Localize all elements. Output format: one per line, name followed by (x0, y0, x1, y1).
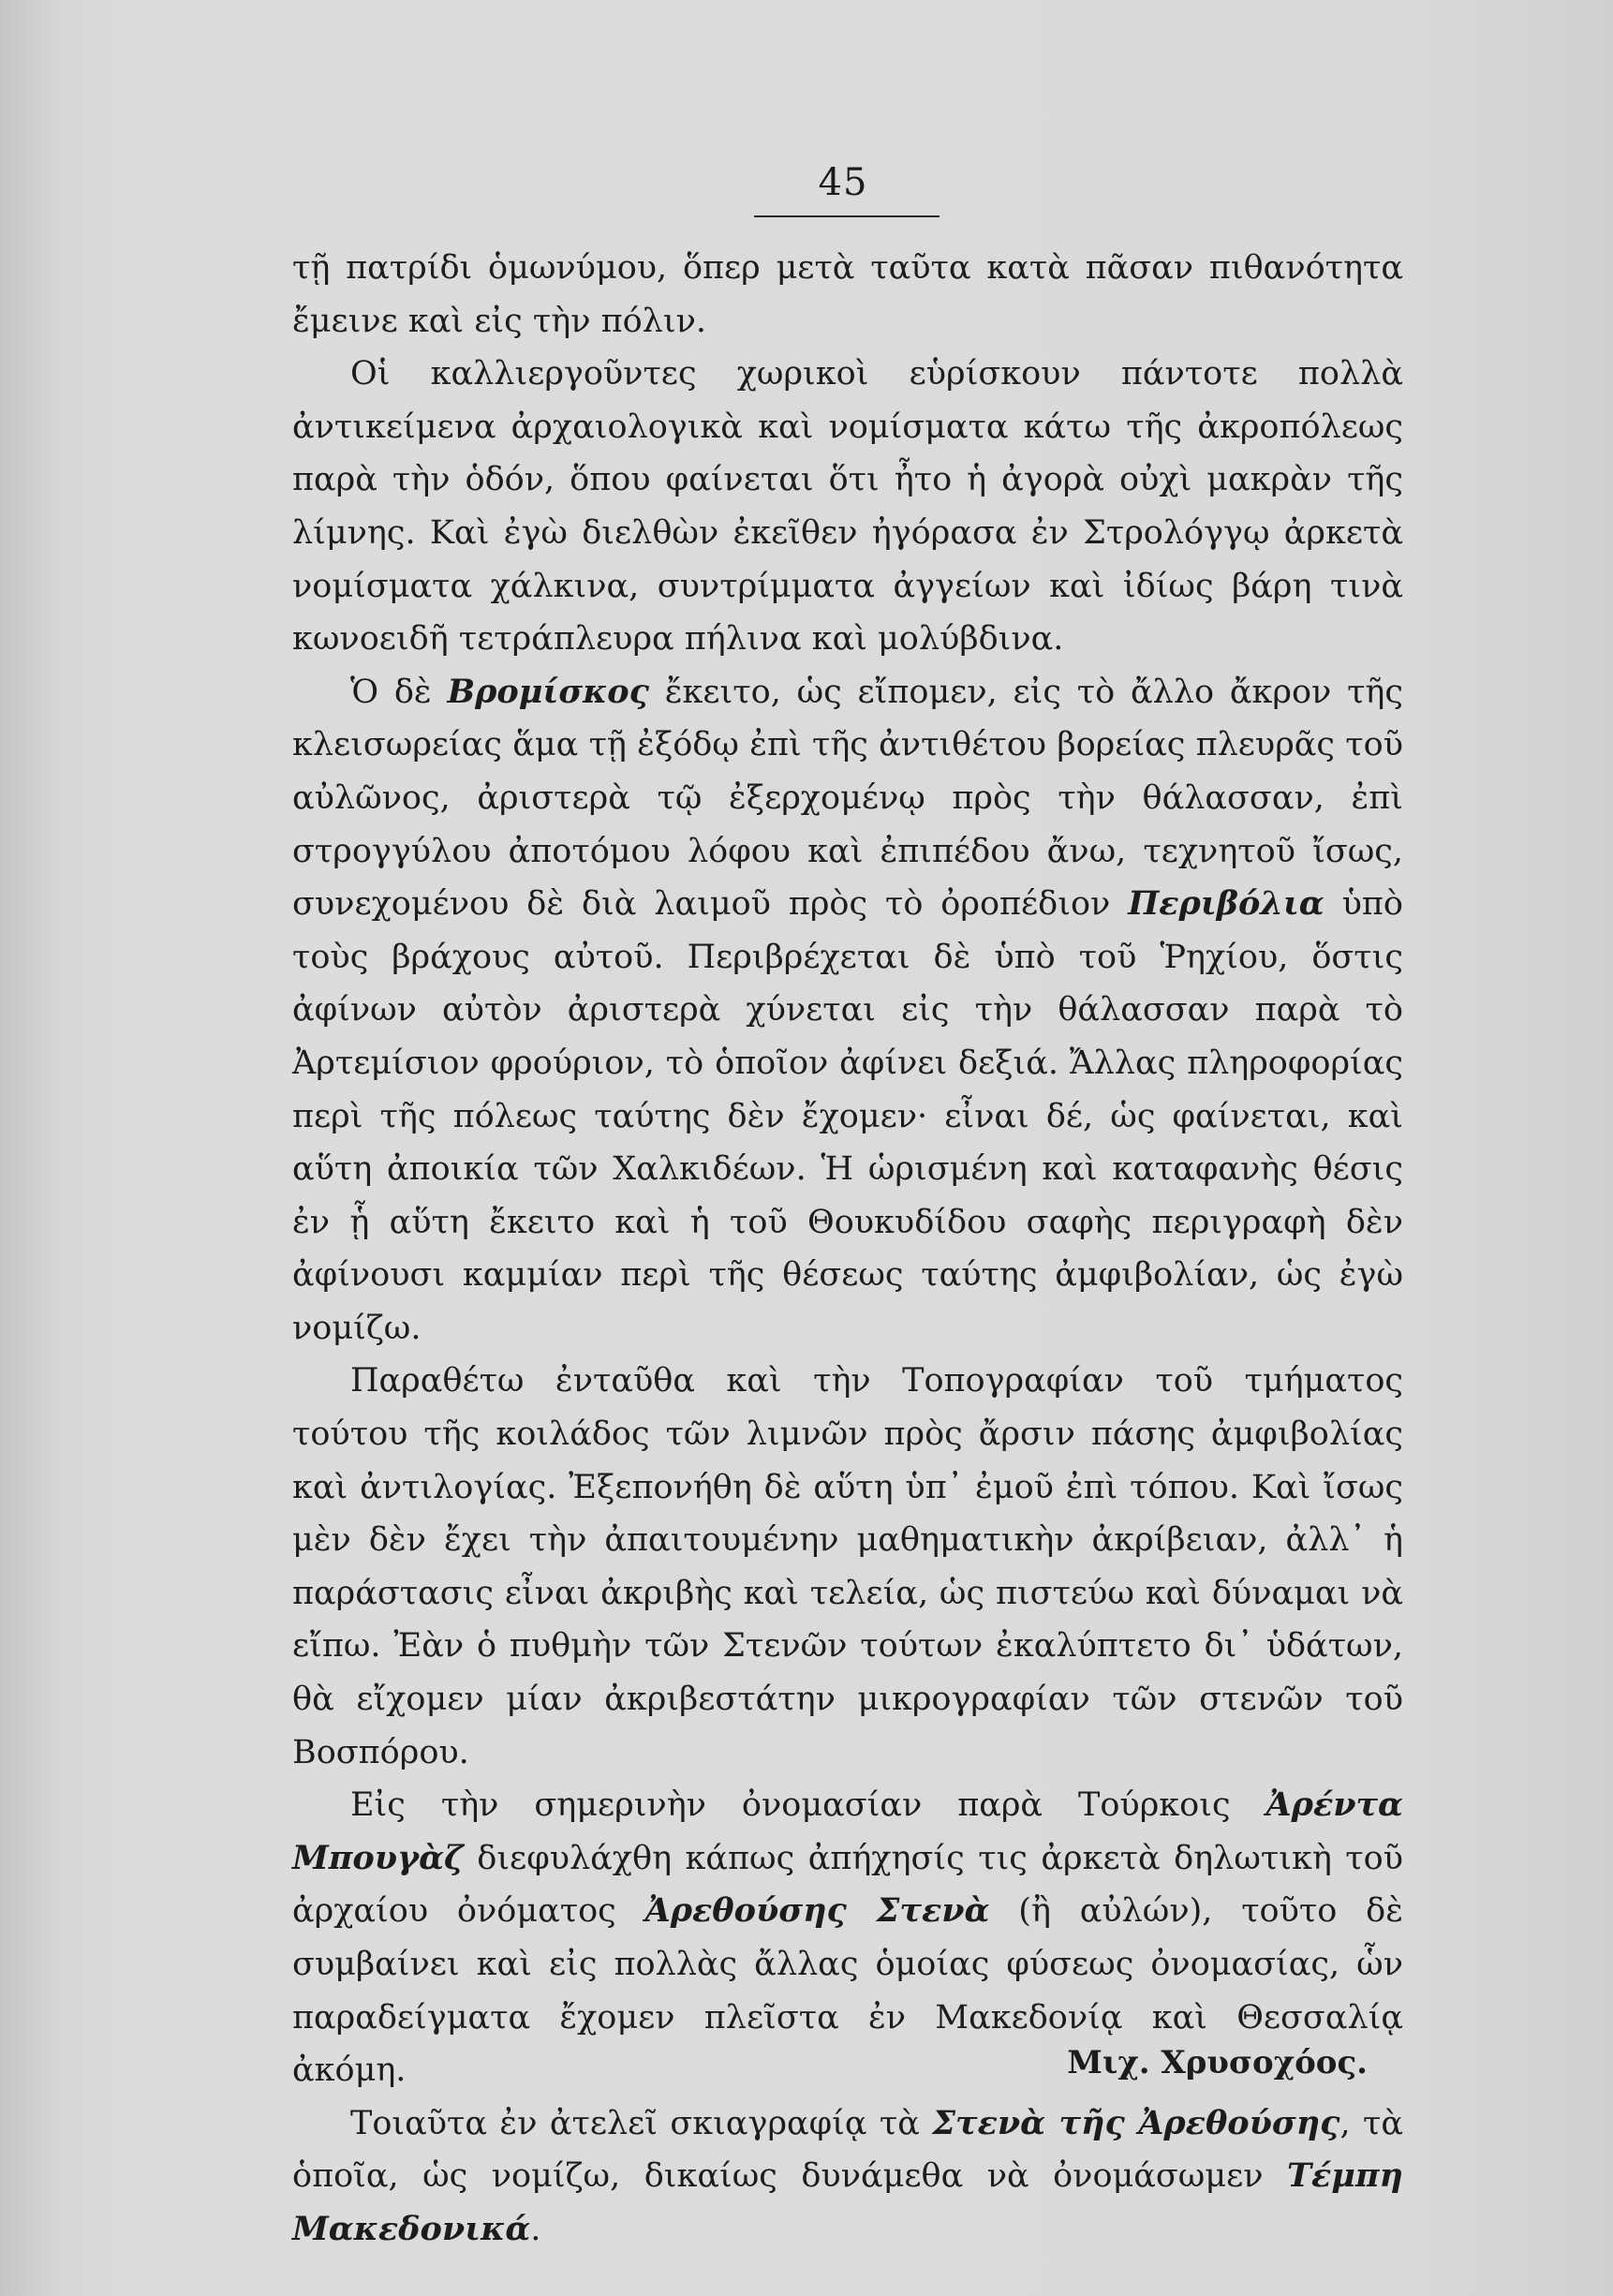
text-segment: διεφυλάχθη κάπως ἀπήχησίς τις ἀρκετὰ δηλωτικὴ τοῦ ἀρχαίου ὀνόματος (292, 1839, 1403, 1931)
text-segment: Τοιαῦτα ἐν ἀτελεῖ σκιαγραφίᾳ τὰ (350, 2104, 933, 2142)
italic-name: Στενὰ τῆς Ἀρεθούσης (932, 2103, 1340, 2142)
paragraph (292, 2097, 1403, 2257)
text-segment: τῇ πατρίδι ὁμωνύμου, ὅπερ μετὰ ταῦτα κατὰ πᾶσαν πιθανότητα ἔμεινε καὶ εἰς τὴν πόλιν. (292, 249, 1403, 340)
page-number: 45 (818, 161, 868, 204)
page-number-rule (754, 215, 940, 217)
italic-name: Περιβόλια (1128, 884, 1324, 924)
italic-name: Βρομίσκος (447, 672, 649, 711)
paragraph (292, 1355, 1403, 1779)
text-segment: ὑπὸ τοὺς βράχους αὐτοῦ. Περιβρέχεται δὲ ὑπὸ τοῦ Ῥηχίου, ὅστις ἀφίνων αὐτὸν ἀριστερὰ χύνεται εἰς τὴν θάλασσαν παρὰ τὸ Ἀρτεμίσιον φρούριον, τὸ ὁποῖον ἀφίνει δεξιά. Ἄλλας πληροφορίας περὶ τῆς πόλεως ταύτης δὲν ἔχομεν· εἶναι δέ, ὡς φαίνεται, καὶ αὕτη ἀποικία τῶν Χαλκιδέων. Ἡ ὡρισμένη καὶ καταφανὴς θέσις ἐν ᾗ αὕτη ἔκειτο καὶ ἡ τοῦ Θουκυδίδου σαφὴς περιγραφὴ δὲν ἀφίνουσι καμμίαν περὶ τῆς θέσεως ταύτης ἀμφιβολίαν, ὡς ἐγὼ νομίζω. (292, 885, 1403, 1347)
text-segment: Ὁ δὲ (350, 673, 448, 711)
text-segment: Οἱ καλλιεργοῦντες χωρικοὶ εὑρίσκουν πάντοτε πολλὰ ἀντικείμενα ἀρχαιολογικὰ καὶ νομίσματα κάτω τῆς ἀκροπόλεως παρὰ τὴν ὁδόν, ὅπου φαίνεται ὅτι ἦτο ἡ ἀγορὰ οὐχὶ μακρὰν τῆς λίμνης. Καὶ ἐγὼ διελθὼν ἐκεῖθεν ἠγόρασα ἐν Στρολόγγῳ ἀρκετὰ νομίσματα χάλκινα, συντρίμματα ἀγγείων καὶ ἰδίως βάρη τινὰ κωνοειδῆ τετράπλευρα πήλινα καὶ μολύβδινα. (292, 355, 1403, 659)
paragraph (292, 666, 1403, 1355)
italic-name: Τέμπη Μακεδονικά (292, 2156, 1403, 2248)
text-segment: Εἰς τὴν σημερινὴν ὀνομασίαν παρὰ Τούρκοις (350, 1786, 1266, 1825)
text-segment: ἔκειτο, ὡς εἴπομεν, εἰς τὸ ἄλλο ἄκρον τῆς κλεισωρείας ἅμα τῇ ἐξόδῳ ἐπὶ τῆς ἀντιθέτου βορείας πλευρᾶς τοῦ αὐλῶνος, ἀριστερὰ τῷ ἐξερχομένῳ πρὸς τὴν θάλασσαν, ἐπὶ στρογγύλου ἀποτόμου λόφου καὶ ἐπιπέδου ἄνω, τεχνητοῦ ἴσως, συνεχομένου δὲ διὰ λαιμοῦ πρὸς τὸ ὀροπέδιον (292, 673, 1404, 924)
paragraph (292, 348, 1403, 666)
text-segment: Παραθέτω ἐνταῦθα καὶ τὴν Τοπογραφίαν τοῦ τμήματος τούτου τῆς κοιλάδος τῶν λιμνῶν πρὸς ἄρσιν πάσης ἀμφιβολίας καὶ ἀντιλογίας. Ἐξεπονήθη δὲ αὕτη ὑπ᾽ ἐμοῦ ἐπὶ τόπου. Καὶ ἴσως μὲν δὲν ἔχει τὴν ἀπαιτουμένην μαθηματικὴν ἀκρίβειαν, ἀλλ᾽ ἡ παράστασις εἶναι ἀκριβὴς καὶ τελεία, ὡς πιστεύω καὶ δύναμαι νὰ εἴπω. Ἐὰν ὁ πυθμὴν τῶν Στενῶν τούτων ἐκαλύπτετο δι᾽ ὑδάτων, θὰ εἴχομεν μίαν ἀκριβεστάτην μικρογραφίαν τῶν στενῶν τοῦ Βοσπόρου. (292, 1362, 1403, 1771)
author-signature: Μιχ. Χρυσοχόος. (1067, 2044, 1368, 2081)
text-segment: (ἢ αὐλών), τοῦτο δὲ συμβαίνει καὶ εἰς πολλὰς ἄλλας ὁμοίας φύσεως ὀνομασίας, ὧν παραδείγματα ἔχομεν πλεῖστα ἐν Μακεδονίᾳ καὶ Θεσσαλίᾳ ἀκόμη. (292, 1892, 1403, 2090)
italic-name: Ἀρεθούσης Στενὰ (644, 1891, 990, 1931)
text-segment: , τὰ ὁποῖα, ὡς νομίζω, δικαίως δυνάμεθα νὰ ὀνομάσωμεν (292, 2104, 1403, 2196)
text-segment: . (530, 2210, 541, 2248)
body-text (292, 242, 1403, 2257)
italic-name: Ἀρέντα Μπουγὰζ (292, 1785, 1403, 1877)
paragraph (292, 242, 1403, 348)
